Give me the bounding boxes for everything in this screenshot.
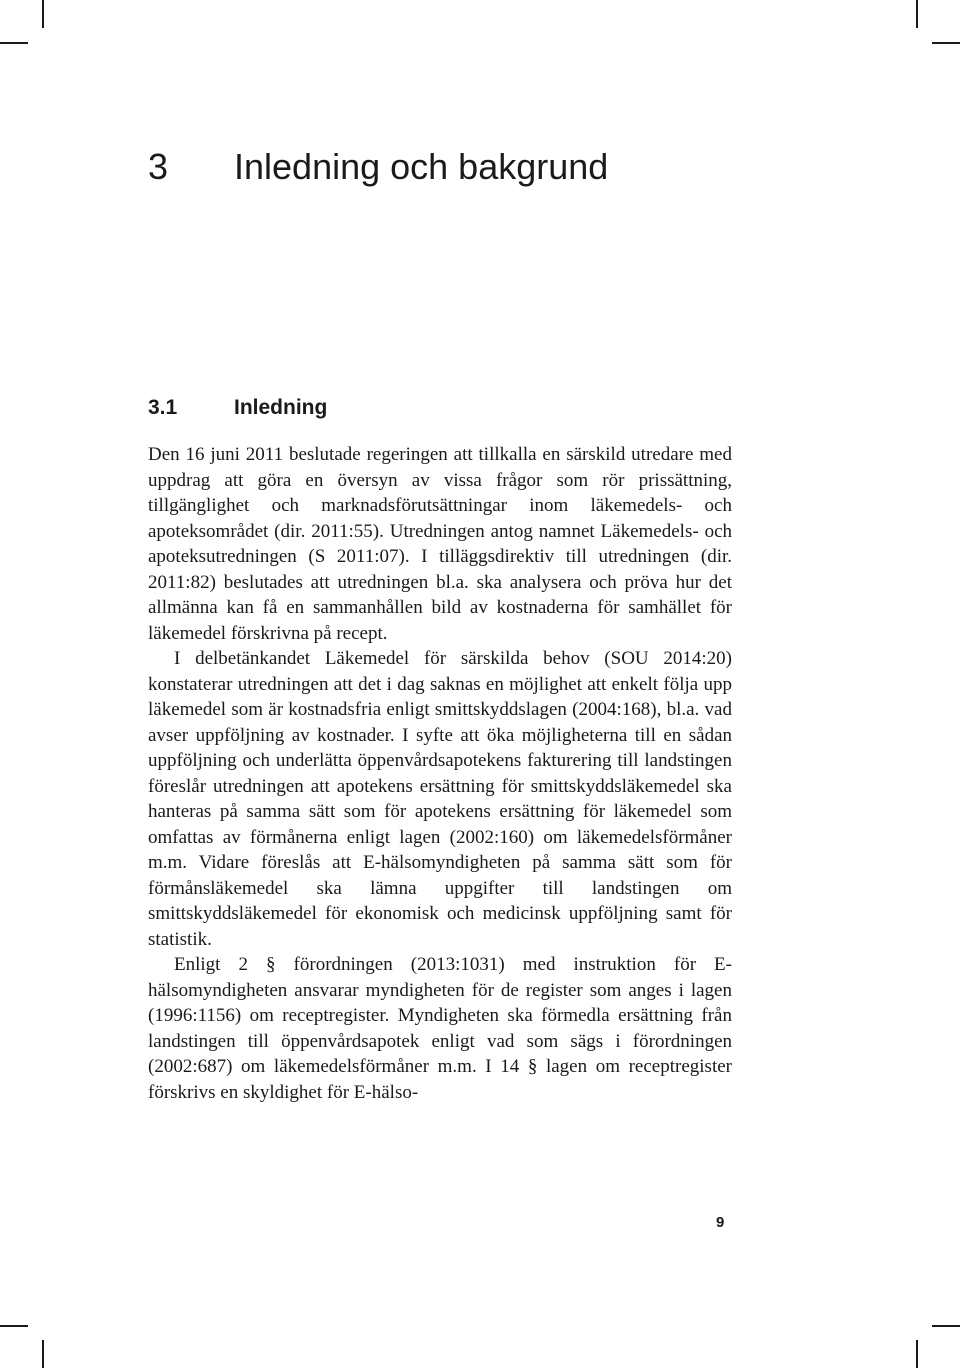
- paragraph: Enligt 2 § förordningen (2013:1031) med instruktion för E-hälsomyndigheten ansvarar myndigheten för de register som anges i lagen (1996:1156) om receptregister. Myndigheten ska förmedla ersättning från landstingen till öppenvårdsapotek enligt vad som sägs i förordningen (2002:687) om läkemedelsförmåner m.m. I 14 § lagen om receptregister förskrivs en skyldighet för E-hälso-: [148, 954, 732, 1103]
- crop-mark-bottom-left: [42, 1340, 44, 1368]
- page-number: 9: [716, 1214, 725, 1231]
- section-heading: [148, 396, 327, 420]
- crop-mark-top-left: [0, 42, 28, 44]
- chapter-number: 3: [148, 146, 169, 187]
- body-text: [148, 442, 732, 1105]
- paragraph: Den 16 juni 2011 beslutade regeringen att tillkalla en särskild utredare med uppdrag att göra en översyn av vissa frågor som rör prissättning, tillgänglighet och marknadsförutsättningar inom läkemedels- och apoteksområdet (dir. 2011:55). Utredningen antog namnet Läkemedels- och apoteksutredningen (S 2011:07). I tilläggsdirektiv till utredningen (dir. 2011:82) beslutades att utredningen bl.a. ska analysera och pröva hur det allmänna kan få en sammanhållen bild av kostnaderna för samhället för läkemedel förskrivna på recept.: [148, 444, 732, 644]
- crop-mark-top-left: [42, 0, 44, 28]
- crop-mark-bottom-right: [932, 1325, 960, 1327]
- crop-mark-top-right: [916, 0, 918, 28]
- chapter-title: Inledning och bakgrund: [234, 146, 609, 187]
- crop-mark-bottom-right: [916, 1340, 918, 1368]
- section-title: Inledning: [234, 396, 328, 419]
- section-number: 3.1: [148, 396, 178, 419]
- crop-mark-bottom-left: [0, 1325, 28, 1327]
- paragraph: I delbetänkandet Läkemedel för särskilda behov (SOU 2014:20) konstaterar utredningen att det i dag saknas en möjlighet att enkelt följa upp läkemedel som är kostnadsfria enligt smittskyddslagen (2004:168), bl.a. vad avser uppföljning av kostnader. I syfte att öka möjligheterna till en sådan uppföljning och underlätta öppenvårdsapotekens fakturering till landstingen föreslår utredningen att apotekens ersättning för smittskyddsläkemedel ska hanteras på samma sätt som för apotekens ersättning för läkemedel som omfattas av förmånerna enligt lagen (2002:160) om läkemedelsförmåner m.m. Vidare föreslås att E-hälsomyndigheten på samma sätt som för förmånsläkemedel ska lämna uppgifter till landstingen om smittskyddsläkemedel för ekonomisk och medicinsk uppföljning samt för statistik.: [148, 648, 732, 950]
- crop-mark-top-right: [932, 42, 960, 44]
- chapter-heading: [148, 146, 608, 188]
